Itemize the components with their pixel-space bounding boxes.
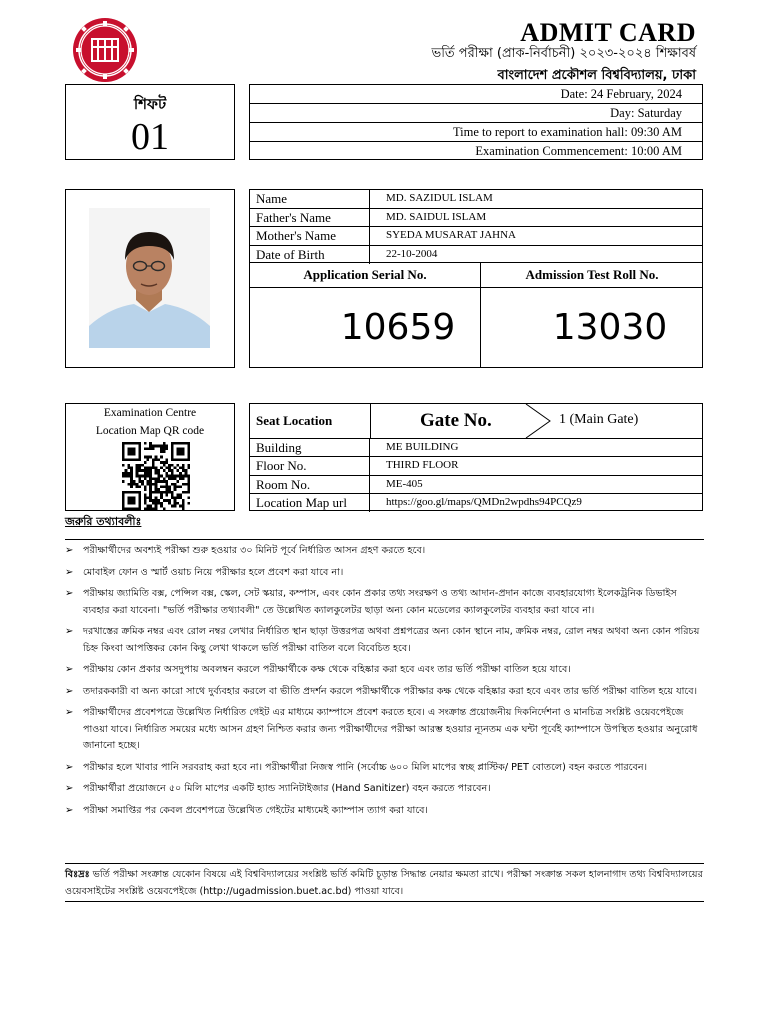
table-row xyxy=(250,494,702,512)
seat-location-label: Seat Location xyxy=(256,413,333,428)
exam-subtitle: ভর্তি পরীক্ষা (প্রাক-নির্বাচনী) ২০২৩-২০২৪ শিক্ষাবর্ষ xyxy=(431,46,696,61)
roll-label: Admission Test Roll No. xyxy=(525,267,659,282)
seat-location-table xyxy=(249,403,703,511)
table-row xyxy=(250,439,702,457)
list-item: ➢ পরীক্ষার্থীরা প্রয়োজনে ৫০ মিলি মাপের একটি হ্যান্ড স্যানিটাইজার (Hand Sanitizer) বহন করতে পারবেন। xyxy=(65,781,704,798)
divider xyxy=(370,404,371,438)
list-item: ➢ দরখাস্তের ক্রমিক নম্বর এবং রোল নম্বর লেখার নির্ধারিত স্থান ছাড়া উত্তরপত্র অথবা প্রশ্নপত্রের অন্য কোন স্থানে নাম, ক্রমিক নম্বর, রোল নম্বর অথবা অন্য কোন পরিচয় চিহ্ন কিংবা আপত্তিকর কোন কিছু লেখা থাকলে ভর্তি পরীক্ষা বাতিল বলে বিবেচিত হবে। xyxy=(65,626,700,654)
exam-day: Day: Saturday xyxy=(250,104,702,123)
list-item: ➢ পরীক্ষার হলে খাবার পানি সরবরাহ করা হবে না। পরীক্ষার্থীরা নিজস্ব পানি (সর্বোচ্চ ৬০০ মিলি মাপের স্বচ্ছ প্লাস্টিক/ PET বোতলে) বহন করতে পারবেন। xyxy=(65,760,704,777)
note-paragraph xyxy=(65,866,704,900)
exam-centre-box xyxy=(65,403,235,511)
name-label: Name xyxy=(250,190,370,208)
bullet-arrow-icon: ➢ xyxy=(65,685,74,697)
floor-label: Floor No. xyxy=(250,457,370,474)
roll-value: 13030 xyxy=(552,307,668,348)
candidate-info-table xyxy=(249,189,703,263)
building-value: ME BUILDING xyxy=(386,441,459,453)
bullet-arrow-icon: ➢ xyxy=(65,626,74,637)
mother-name-label: Mother's Name xyxy=(250,227,370,245)
list-item: ➢ পরীক্ষা সমাপ্তির পর কেবল প্রবেশপত্রে উল্লেখিত গেইটের মাধ্যমেই ক্যাম্পাস ত্যাগ করা যাবে। xyxy=(65,803,704,820)
bullet-arrow-icon: ➢ xyxy=(65,566,74,578)
shift-label: শিফট xyxy=(133,95,167,113)
father-name-label: Father's Name xyxy=(250,209,370,227)
list-item: ➢ পরীক্ষায় জ্যামিতি বক্স, পেন্সিল বক্স, স্কেল, সেট স্কয়ার, কম্পাস, এবং কোন প্রকার তথ্য সংরক্ষণ ও তথ্য আদান-প্রদান কাজে ব্যবহারযোগ্য ইলেকট্রনিক ডিভাইস ব্যবহার করা যাবেনা। "ভর্তি পরীক্ষার তথ্যাবলী" তে উল্লেখিত ক্যালকুলেটর ছাড়া অন্য কোন মডেলের ক্যালকুলেটর ব্যবহার করা যাবে না। xyxy=(65,588,677,616)
bullet-arrow-icon: ➢ xyxy=(65,783,74,794)
university-name: বাংলাদেশ প্রকৌশল বিশ্ববিদ্যালয়, ঢাকা xyxy=(497,68,696,83)
arrow-separator-icon xyxy=(524,404,552,438)
serial-label: Application Serial No. xyxy=(303,267,427,282)
serial-roll-table xyxy=(249,262,703,368)
dob-value: 22-10-2004 xyxy=(386,247,438,260)
list-item: ➢ পরীক্ষার্থীদের প্রবেশপত্রে উল্লেখিত নির্ধারিত গেইট এর মাধ্যমে ক্যাম্পাসে প্রবেশ করতে হবে। এ সংক্রান্ত প্রয়োজনীয় দিকনির্দেশনা ও মানচিত্র সংশ্লিষ্ট ওয়েবপেইজে পাওয়া যাবে। নির্ধারিত সময়ের মধ্যে আসন গ্রহণ নিশ্চিত করার জন্য পরীক্ষার্থীদের পরীক্ষা আরম্ভ হওয়ার ন্যূনতম এক ঘন্টা পূর্বেই ক্যাম্পাসে উপস্থিত হওয়ার অনুরোধ জানানো হচ্ছে। xyxy=(65,707,698,751)
table-row xyxy=(250,457,702,475)
floor-value: THIRD FLOOR xyxy=(386,459,459,472)
name-value: MD. SAZIDUL ISLAM xyxy=(386,192,493,204)
gate-value: 1 (Main Gate) xyxy=(559,412,639,427)
centre-label-2: Location Map QR code xyxy=(95,425,205,437)
note-text: ভর্তি পরীক্ষা সংক্রান্ত যেকোন বিষয়ে এই বিশ্ববিদ্যালয়ের সংশ্লিষ্ট ভর্তি কমিটি চূড়ান্ত সিদ্ধান্ত নেয়ার ক্ষমতা রাখে। পরীক্ষা সংক্রান্ত সকল হালনাগাদ তথ্য বিশ্ববিদ্যালয়ের ওয়েবসাইটের সংশ্লিষ্ট ওয়েবপেইজে (http://ugadmission.buet.ac.bd) পাওয়া যাবে। xyxy=(65,869,703,897)
building-label: Building xyxy=(250,439,370,456)
bullet-arrow-icon: ➢ xyxy=(65,588,74,599)
photo-box xyxy=(65,189,235,368)
divider xyxy=(65,863,704,864)
list-item: ➢ তদারককারী বা অন্য কারো সাথে দুর্ব্যবহার করলে বা ভীতি প্রদর্শন করলে পরীক্ষার্থীকে পরীক্ষার কক্ষ থেকে বহিষ্কার করা হবে এবং তার ভর্তি পরীক্ষা বাতিল হয়ে যাবে। xyxy=(65,684,704,701)
shift-box xyxy=(65,84,235,160)
divider xyxy=(65,539,704,540)
qr-code-icon xyxy=(121,442,191,510)
divider xyxy=(250,287,702,288)
list-item: ➢ পরীক্ষায় কোন প্রকার অসদুপায় অবলম্বন করলে পরীক্ষার্থীকে কক্ষ থেকে বহিষ্কার করা হবে এবং তার ভর্তি পরীক্ষা বাতিল হয়ে যাবে। xyxy=(65,662,704,679)
buet-logo-icon xyxy=(72,17,138,83)
serial-value: 10659 xyxy=(340,307,456,348)
list-item: ➢ মোবাইল ফোন ও স্মার্ট ওয়াচ নিয়ে পরীক্ষার হলে প্রবেশ করা যাবে না। xyxy=(65,565,704,582)
report-time: Time to report to examination hall: 09:30 AM xyxy=(250,123,702,142)
admit-card-title: ADMIT CARD xyxy=(520,18,696,47)
table-row xyxy=(250,209,702,228)
note-label: বিঃদ্রঃ xyxy=(65,869,90,880)
dob-label: Date of Birth xyxy=(250,246,370,265)
map-url-link[interactable]: https://goo.gl/maps/QMDn2wpdhs94PCQz9 xyxy=(386,495,582,508)
map-url-label: Location Map url xyxy=(250,494,370,512)
list-item: ➢ পরীক্ষার্থীদের অবশ্যই পরীক্ষা শুরু হওয়ার ৩০ মিনিট পূর্বে নির্ধারিত আসন গ্রহণ করতে হবে। xyxy=(65,543,704,560)
father-name-value: MD. SAIDUL ISLAM xyxy=(386,210,487,223)
commencement-time: Examination Commencement: 10:00 AM xyxy=(475,144,682,158)
room-label: Room No. xyxy=(250,476,370,493)
instructions-list xyxy=(65,543,704,824)
mother-name-value: SYEDA MUSARAT JAHNA xyxy=(386,229,516,241)
candidate-photo xyxy=(89,208,210,348)
table-row xyxy=(250,190,702,209)
table-row xyxy=(250,227,702,246)
schedule-table xyxy=(249,84,703,160)
table-row xyxy=(250,476,702,494)
divider xyxy=(65,901,704,902)
bullet-arrow-icon: ➢ xyxy=(65,664,74,675)
important-heading: জরুরি তথ্যাবলীঃ xyxy=(65,515,142,528)
bullet-arrow-icon: ➢ xyxy=(65,545,74,556)
shift-number: 01 xyxy=(131,116,169,158)
bullet-arrow-icon: ➢ xyxy=(65,761,74,773)
centre-label-1: Examination Centre xyxy=(103,407,197,419)
bullet-arrow-icon: ➢ xyxy=(65,804,74,816)
gate-label: Gate No. xyxy=(420,410,492,431)
gate-row xyxy=(250,404,702,439)
room-value: ME-405 xyxy=(386,477,423,490)
bullet-arrow-icon: ➢ xyxy=(65,707,74,718)
exam-date: Date: 24 February, 2024 xyxy=(250,85,702,104)
